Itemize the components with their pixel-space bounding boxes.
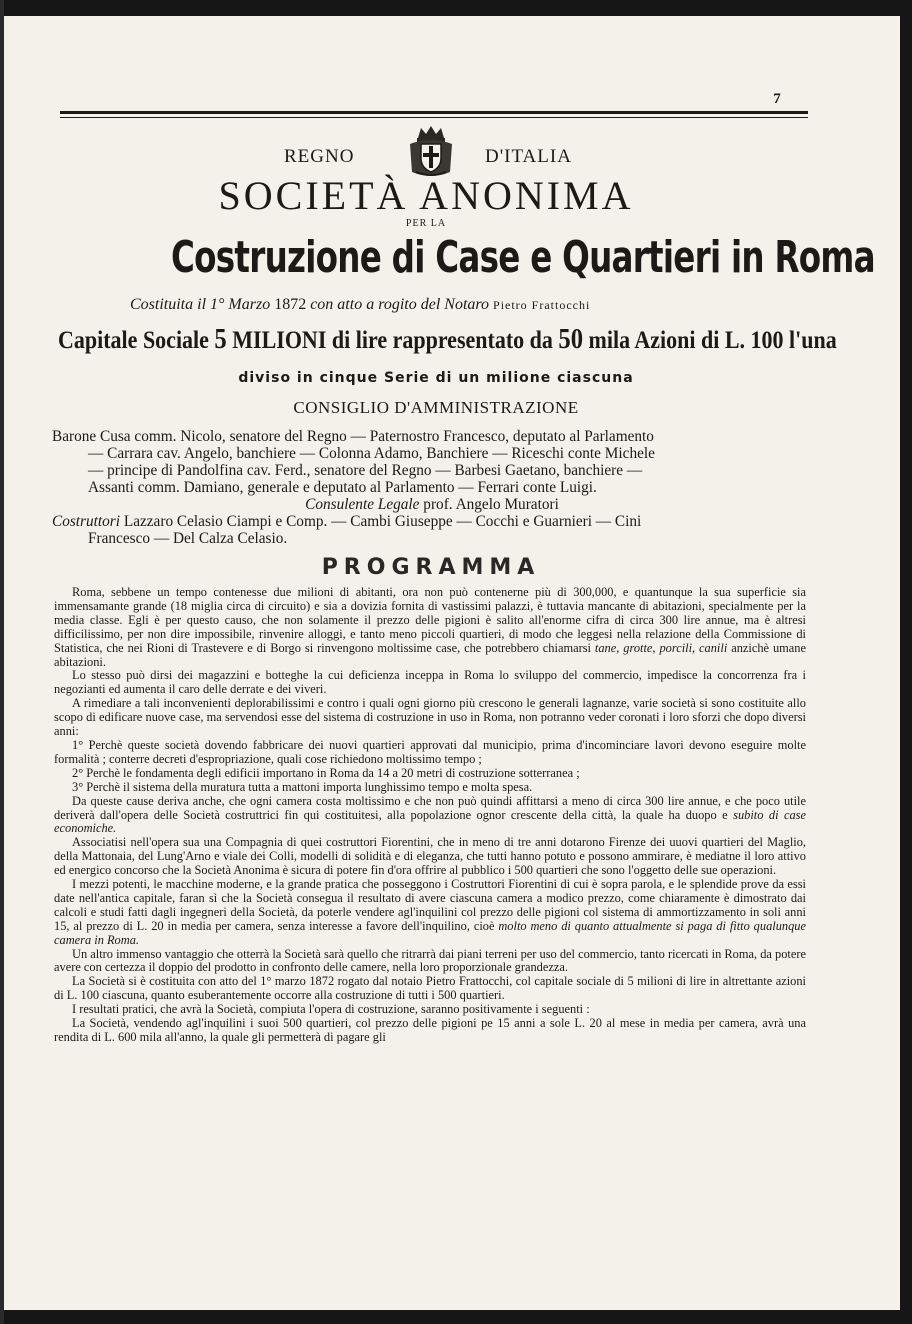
paragraph: Un altro immenso vantaggio che otterrà la Società sarà quello che ritrarrà dai piani terreni per uso del commercio, tanto ricercati in Roma, da potere avere con certezza il doppio del prodotto in confronto delle camere, nella loro proporzionale grandezza. bbox=[54, 946, 806, 975]
paragraph: Associatisi nell'opera sua una Compagnia di quei costruttori Fiorentini, che in meno di tre anni dotarono Firenze dei uuovi quartieri del Maglio, della Mattonaia, del Lung'Arno e viale dei Colli, modelli di solidità e di eleganza, che tutti hanno potuto e possono ammirare, è mediatne il loro attivo ed energico concorso che la Società Anonima è sicura di potere fin d'ora offrire al pubblico i 500 quartieri che sono l'oggetto delle sue operazioni. bbox=[54, 835, 806, 878]
scan-edge-top bbox=[0, 0, 912, 16]
legal-advisor-line bbox=[52, 496, 812, 513]
header-rule bbox=[60, 111, 808, 114]
constituted-year: 1872 bbox=[274, 296, 307, 313]
board-line: — principe di Pandolfina cav. Ferd., senatore del Regno — Barbesi Gaetano, banchiere — bbox=[88, 462, 643, 479]
paragraph-italic: tane, grotte, porcili, canili bbox=[594, 640, 728, 655]
header-rule-thin bbox=[60, 117, 808, 118]
scan-edge-right bbox=[900, 0, 912, 1324]
board-heading: CONSIGLIO D'AMMINISTRAZIONE bbox=[293, 398, 579, 417]
paragraph: 1° Perchè queste società dovendo fabbricare dei nuovi quartieri approvati dal municipio, prima d'incominciare lavori devono eseguire molte formalità ; conterre decreti d'espropriazione, quali cose richiedono moltissimo tempo ; bbox=[54, 737, 806, 766]
legal-name: prof. Angelo Muratori bbox=[423, 496, 559, 513]
capital-c: mila Azioni di L. 100 l'una bbox=[588, 327, 837, 354]
programma-heading: PROGRAMMA bbox=[321, 555, 541, 580]
capital-line bbox=[58, 324, 837, 356]
constituted-b: con atto a rogito del Notaro bbox=[310, 296, 490, 313]
legal-label: Consulente Legale bbox=[305, 496, 420, 513]
paragraph: 3° Perchè il sistema della muratura tutta a mattoni importa lunghissimo tempo e molta spesa. bbox=[72, 779, 533, 794]
paragraph-italic: molto meno di quanto attualmente si paga di fitto qualunque camera in Roma. bbox=[54, 918, 806, 947]
paragraph bbox=[54, 795, 806, 837]
main-title: Costruzione di Case e Quartieri in Roma bbox=[171, 232, 875, 283]
paragraph: La Società, vendendo agl'inquilini i suoi 500 quartieri, col prezzo delle pigioni pe 15 anni a sole L. 20 al mese in media per camera, avrà una rendita di L. 600 mila all'anno, la quale gli permetterà di pagare gli bbox=[54, 1016, 806, 1044]
series-line: diviso in cinque Serie di un milione ciascuna bbox=[238, 370, 634, 386]
paragraph-italic: subito di case economiche. bbox=[54, 807, 806, 836]
notary-name: Pietro Frattocchi bbox=[493, 298, 591, 312]
capital-num1: 5 bbox=[214, 324, 227, 355]
per-la: PER LA bbox=[405, 218, 447, 229]
paragraph-text: anzichè umane abitazioni. bbox=[54, 640, 806, 669]
paragraph: La Società si è costituita con atto del 1° marzo 1872 rogato dal notaio Pietro Frattocchi, col capitale sociale di 5 milioni di lire in altrettante azioni di L. 100 ciascuna, quanto esuberantemente occorre alla costruzione di tutti i 500 quartieri. bbox=[54, 974, 806, 1003]
capital-b: MILIONI di lire rappresentato da bbox=[232, 327, 553, 354]
constitution-line bbox=[130, 296, 770, 314]
paragraph: 2° Perchè le fondamenta degli edificii importano in Roma da 14 a 20 metri di costruzione sotterranea ; bbox=[72, 765, 580, 780]
paragraph: I resultati pratici, che avrà la Società, compiuta l'opera di costruzione, saranno positivamente i seguenti : bbox=[72, 1002, 590, 1017]
builders-line-2: Francesco — Del Calza Celasio. bbox=[88, 530, 288, 547]
board-line: Barone Cusa comm. Nicolo, senatore del Regno — Paternostro Francesco, deputato al Parlamento bbox=[52, 428, 654, 445]
page-number: 7 bbox=[773, 91, 781, 107]
paragraph: Lo stesso può dirsi dei magazzini e botteghe la cui deficienza inceppa in Roma lo sviluppo del commercio, impedisce la concorrenza fra i negozianti ed aumenta il caro delle derrate e dei viveri. bbox=[54, 668, 806, 697]
constituted-a: Costituita il 1° Marzo bbox=[130, 296, 271, 313]
kingdom-right: D'ITALIA bbox=[485, 146, 572, 167]
paragraph bbox=[54, 878, 806, 948]
builders-line bbox=[52, 513, 812, 530]
board-line: — Carrara cav. Angelo, banchiere — Colonna Adamo, Banchiere — Riceschi conte Michele bbox=[88, 445, 655, 462]
paragraph bbox=[54, 586, 806, 669]
builders-label: Costruttori bbox=[52, 513, 121, 530]
paragraph-text: I mezzi potenti, le macchine moderne, e la grande pratica che posseggono i Costruttori Fiorentini di cui è sopra parola, e le splendide prove da essi date nell'antica capitale, faran sì che la Società consegua il resultato di avere ciascuna camera a modico prezzo, come chiaramente è dimostrato dai calcoli e studi fatti dagli ingegneri della Società, da poterle vendere agl'inquilini col prezzo delle pigioni col sistema di ammortizzamento in soli anni 15, al prezzo di L. 20 in media per camera, senza interesse a favore dell'inquilino, cioè bbox=[54, 877, 806, 933]
capital-a: Capitale Sociale bbox=[58, 327, 209, 354]
paragraph-text: Da queste cause deriva anche, che ogni camera costa moltissimo e che non può quindi affittarsi a meno di circa 300 lire annue, e che poco utile deriverà dall'opera delle Società costruttrici fin qui costituitesi, alla popolazione ognor crescente della città, la quale ha duopo e bbox=[54, 793, 806, 822]
capital-num2: 50 bbox=[558, 324, 584, 355]
builders-names: Lazzaro Celasio Ciampi e Comp. — Cambi Giuseppe — Cocchi e Guarnieri — Cini bbox=[123, 513, 642, 530]
board-members bbox=[52, 428, 812, 547]
board-line: Assanti comm. Damiano, generale e deputato al Parlamento — Ferrari conte Luigi. bbox=[88, 479, 597, 496]
scan-edge-bottom bbox=[0, 1310, 912, 1324]
society-title: SOCIETÀ ANONIMA bbox=[218, 173, 634, 218]
paragraph-text: Roma, sebbene un tempo contenesse due milioni di abitanti, ora non può contenerne più di 300,000, e quantunque la sua superficie sia immensamante grande (18 miglia circa di circuito) e sia a dovizia fornita di vastissimi palazzi, è tuttavia mancante di abitazioni, specialmente per la media classe. Egli è per questo causo, che non solamente il prezzo delle pigioni è salito all'enorme cifra di circa 300 lire annue, ma è altresi difficilissimo, per non dire impossibile, rinvenire alloggi, e tanto meno piccoli quartieri, di modo che leggesi nella relazione della Commissione di Statistica, che nei Rioni di Trastevere e di Borgo si rinvengono moltissime case, che potrebbero chiamarsi bbox=[54, 585, 806, 655]
programma-body bbox=[54, 586, 806, 1045]
paragraph: A rimediare a tali inconvenienti deplorabilissimi e contro i quali ogni giorno più crescono le generali lagnanze, varie società si sono costituite allo scopo di edificare nuove case, ma servendosi esse del sistema di costruzione in uso in Roma, non potranno veder coronati i loro sforzi che dopo diversi anni: bbox=[54, 696, 806, 739]
kingdom-left: REGNO bbox=[284, 146, 355, 167]
